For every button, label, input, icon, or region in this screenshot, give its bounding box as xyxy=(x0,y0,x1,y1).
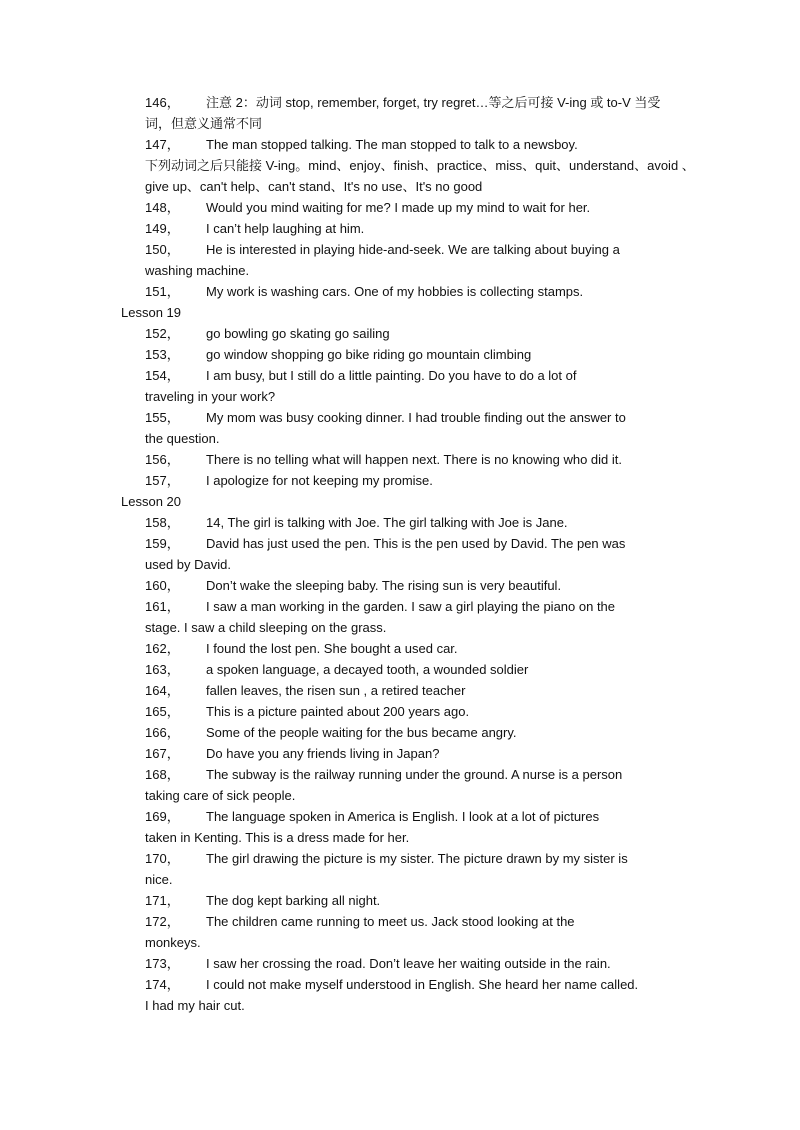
continuation-line xyxy=(0,554,800,575)
continuation-text: stage. I saw a child sleeping on the grass. xyxy=(145,620,387,635)
item-number: 168， xyxy=(145,767,180,782)
item-number: 152， xyxy=(145,326,180,341)
item-number: 160， xyxy=(145,578,180,593)
item-number: 161， xyxy=(145,599,180,614)
item-number: 162， xyxy=(145,641,180,656)
item-number: 163， xyxy=(145,662,180,677)
item-number: 154， xyxy=(145,368,180,383)
continuation-text: nice. xyxy=(145,872,173,887)
numbered-line xyxy=(0,344,800,365)
numbered-line xyxy=(0,890,800,911)
continuation-text: 下列动词之后只能接 V-ing。mind、enjoy、finish、practice、miss、quit、understand、avoid 、 xyxy=(145,158,695,173)
item-text: I am busy, but I still do a little painting. Do you have to do a lot of xyxy=(206,368,577,383)
numbered-line xyxy=(0,407,800,428)
continuation-text: give up、can't help、can't stand、It's no use、It's no good xyxy=(145,179,483,194)
numbered-line xyxy=(0,134,800,155)
lesson-title: Lesson 19 xyxy=(121,305,181,320)
lesson-title: Lesson 20 xyxy=(121,494,181,509)
numbered-line xyxy=(0,848,800,869)
continuation-text: 词，但意义通常不同 xyxy=(145,116,263,131)
item-text: 注意 2：动词 stop, remember, forget, try regret…等之后可接 V-ing 或 to-V 当受 xyxy=(206,95,661,110)
numbered-line xyxy=(0,701,800,722)
continuation-line xyxy=(0,260,800,281)
item-number: 148， xyxy=(145,200,180,215)
numbered-line xyxy=(0,533,800,554)
numbered-line xyxy=(0,764,800,785)
item-text: He is interested in playing hide-and-seek. We are talking about buying a xyxy=(206,242,620,257)
item-number: 149， xyxy=(145,221,180,236)
numbered-line xyxy=(0,596,800,617)
continuation-text: taking care of sick people. xyxy=(145,788,296,803)
numbered-line xyxy=(0,953,800,974)
continuation-text: washing machine. xyxy=(145,263,250,278)
numbered-line xyxy=(0,92,800,113)
item-text: 14, The girl is talking with Joe. The girl talking with Joe is Jane. xyxy=(206,515,568,530)
item-number: 153， xyxy=(145,347,180,362)
item-number: 150， xyxy=(145,242,180,257)
numbered-line xyxy=(0,239,800,260)
continuation-line xyxy=(0,932,800,953)
continuation-line xyxy=(0,113,800,134)
continuation-line xyxy=(0,428,800,449)
item-text: I saw a man working in the garden. I saw a girl playing the piano on the xyxy=(206,599,616,614)
document-page xyxy=(0,92,800,1016)
numbered-line xyxy=(0,575,800,596)
item-text: This is a picture painted about 200 years ago. xyxy=(206,704,470,719)
item-number: 156， xyxy=(145,452,180,467)
numbered-line xyxy=(0,323,800,344)
item-text: fallen leaves, the risen sun , a retired teacher xyxy=(206,683,466,698)
numbered-line xyxy=(0,911,800,932)
item-number: 172， xyxy=(145,914,180,929)
continuation-line xyxy=(0,617,800,638)
item-text: a spoken language, a decayed tooth, a wounded soldier xyxy=(206,662,529,677)
item-number: 170， xyxy=(145,851,180,866)
numbered-line xyxy=(0,512,800,533)
numbered-line xyxy=(0,470,800,491)
item-number: 167， xyxy=(145,746,180,761)
item-number: 174， xyxy=(145,977,180,992)
continuation-text: monkeys. xyxy=(145,935,201,950)
numbered-line xyxy=(0,218,800,239)
item-text: The subway is the railway running under the ground. A nurse is a person xyxy=(206,767,623,782)
item-number: 146， xyxy=(145,95,180,110)
continuation-line xyxy=(0,386,800,407)
item-number: 171， xyxy=(145,893,180,908)
numbered-line xyxy=(0,722,800,743)
item-text: Do have you any friends living in Japan? xyxy=(206,746,440,761)
item-number: 169， xyxy=(145,809,180,824)
numbered-line xyxy=(0,197,800,218)
section-heading xyxy=(0,491,800,512)
continuation-text: I had my hair cut. xyxy=(145,998,245,1013)
continuation-text: taken in Kenting. This is a dress made for her. xyxy=(145,830,410,845)
item-number: 147， xyxy=(145,137,180,152)
numbered-line xyxy=(0,974,800,995)
numbered-line xyxy=(0,743,800,764)
numbered-line xyxy=(0,365,800,386)
item-number: 151， xyxy=(145,284,180,299)
continuation-line xyxy=(0,995,800,1016)
item-text: The man stopped talking. The man stopped to talk to a newsboy. xyxy=(206,137,578,152)
continuation-text: traveling in your work? xyxy=(145,389,276,404)
item-text: The dog kept barking all night. xyxy=(206,893,381,908)
item-number: 173， xyxy=(145,956,180,971)
item-text: Some of the people waiting for the bus became angry. xyxy=(206,725,517,740)
numbered-line xyxy=(0,281,800,302)
numbered-line xyxy=(0,638,800,659)
item-text: My mom was busy cooking dinner. I had trouble finding out the answer to xyxy=(206,410,626,425)
numbered-line xyxy=(0,659,800,680)
item-text: David has just used the pen. This is the pen used by David. The pen was xyxy=(206,536,626,551)
item-text: The girl drawing the picture is my sister. The picture drawn by my sister is xyxy=(206,851,628,866)
item-number: 165， xyxy=(145,704,180,719)
item-number: 159， xyxy=(145,536,180,551)
item-text: The children came running to meet us. Jack stood looking at the xyxy=(206,914,575,929)
item-text: go window shopping go bike riding go mountain climbing xyxy=(206,347,532,362)
item-text: I saw her crossing the road. Don’t leave her waiting outside in the rain. xyxy=(206,956,611,971)
numbered-line xyxy=(0,449,800,470)
item-text: I apologize for not keeping my promise. xyxy=(206,473,433,488)
numbered-line xyxy=(0,680,800,701)
continuation-text: the question. xyxy=(145,431,220,446)
item-text: go bowling go skating go sailing xyxy=(206,326,390,341)
item-number: 157， xyxy=(145,473,180,488)
item-number: 164， xyxy=(145,683,180,698)
item-text: I found the lost pen. She bought a used car. xyxy=(206,641,458,656)
continuation-line xyxy=(0,176,800,197)
item-number: 166， xyxy=(145,725,180,740)
continuation-text: used by David. xyxy=(145,557,231,572)
item-number: 158， xyxy=(145,515,180,530)
continuation-line xyxy=(0,785,800,806)
item-text: I can’t help laughing at him. xyxy=(206,221,365,236)
item-number: 155， xyxy=(145,410,180,425)
section-heading xyxy=(0,302,800,323)
item-text: Don’t wake the sleeping baby. The rising sun is very beautiful. xyxy=(206,578,562,593)
continuation-line xyxy=(0,869,800,890)
item-text: There is no telling what will happen next. There is no knowing who did it. xyxy=(206,452,622,467)
continuation-line xyxy=(0,827,800,848)
numbered-line xyxy=(0,806,800,827)
item-text: My work is washing cars. One of my hobbies is collecting stamps. xyxy=(206,284,584,299)
continuation-line xyxy=(0,155,800,176)
item-text: The language spoken in America is English. I look at a lot of pictures xyxy=(206,809,600,824)
item-text: Would you mind waiting for me? I made up my mind to wait for her. xyxy=(206,200,591,215)
item-text: I could not make myself understood in English. She heard her name called. xyxy=(206,977,639,992)
